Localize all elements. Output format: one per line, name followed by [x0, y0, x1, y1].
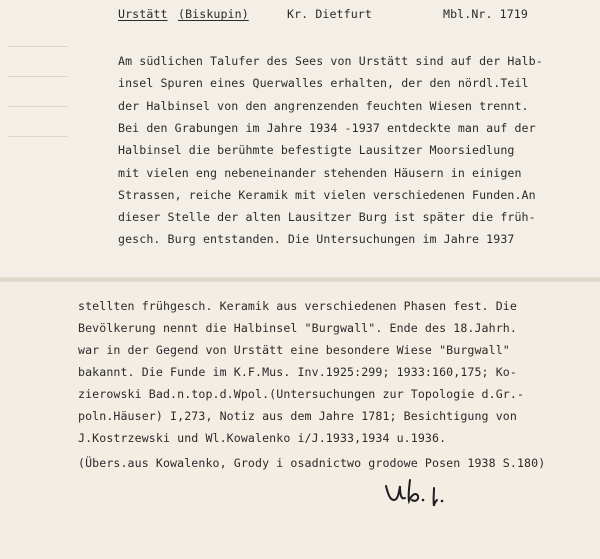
- text-line: Strassen, reiche Keramik mit vielen verschiedenen Funden.An: [118, 188, 536, 202]
- text-line: Am südlichen Talufer des Sees von Urstätt sind auf der Halb-: [118, 54, 543, 68]
- faint-rule: [8, 106, 68, 107]
- source-note: (Übers.aus Kowalenko, Grody i osadnictwo grodowe Posen 1938 S.180): [78, 456, 546, 470]
- header-map-sheet: Mbl.Nr. 1719: [443, 7, 528, 21]
- text-line: J.Kostrzewski und Wl.Kowalenko i/J.1933,1934 u.1936.: [78, 431, 447, 445]
- text-line: gesch. Burg entstanden. Die Untersuchungen im Jahre 1937: [118, 232, 515, 246]
- text-line: Bevölkerung nennt die Halbinsel "Burgwall". Ende des 18.Jahrh.: [78, 321, 517, 335]
- faint-rule: [8, 76, 68, 77]
- text-line: dieser Stelle der alten Lausitzer Burg ist später die früh-: [118, 210, 536, 224]
- handwritten-signature: [382, 478, 452, 510]
- text-line: Bei den Grabungen im Jahre 1934 -1937 entdeckte man auf der: [118, 121, 536, 135]
- header-place: Urstätt: [118, 7, 168, 21]
- index-card-2: [0, 282, 600, 559]
- faint-rule: [8, 136, 68, 137]
- text-line: zierowski Bad.n.top.d.Wpol.(Untersuchungen zur Topologie d.Gr.-: [78, 387, 525, 401]
- text-line: stellten frühgesch. Keramik aus verschiedenen Phasen fest. Die: [78, 299, 517, 313]
- header-district: Kr. Dietfurt: [287, 7, 372, 21]
- text-line: der Halbinsel von den angrenzenden feuchten Wiesen trennt.: [118, 99, 529, 113]
- text-line: Halbinsel die berühmte befestigte Lausitzer Moorsiedlung: [118, 143, 515, 157]
- faint-rule: [8, 46, 68, 47]
- header-place-alt: (Biskupin): [178, 7, 249, 21]
- text-line: poln.Häuser) I,273, Notiz aus dem Jahre 1781; Besichtigung von: [78, 409, 517, 423]
- text-line: mit vielen eng nebeneinander stehenden Häusern in einigen: [118, 166, 522, 180]
- text-line: insel Spuren eines Querwalles erhalten, der den nördl.Teil: [118, 76, 529, 90]
- text-line: bakannt. Die Funde im K.F.Mus. Inv.1925:299; 1933:160,175; Ko-: [78, 365, 517, 379]
- text-line: war in der Gegend von Urstätt eine besondere Wiese "Burgwall": [78, 343, 510, 357]
- index-card-1: [0, 0, 600, 278]
